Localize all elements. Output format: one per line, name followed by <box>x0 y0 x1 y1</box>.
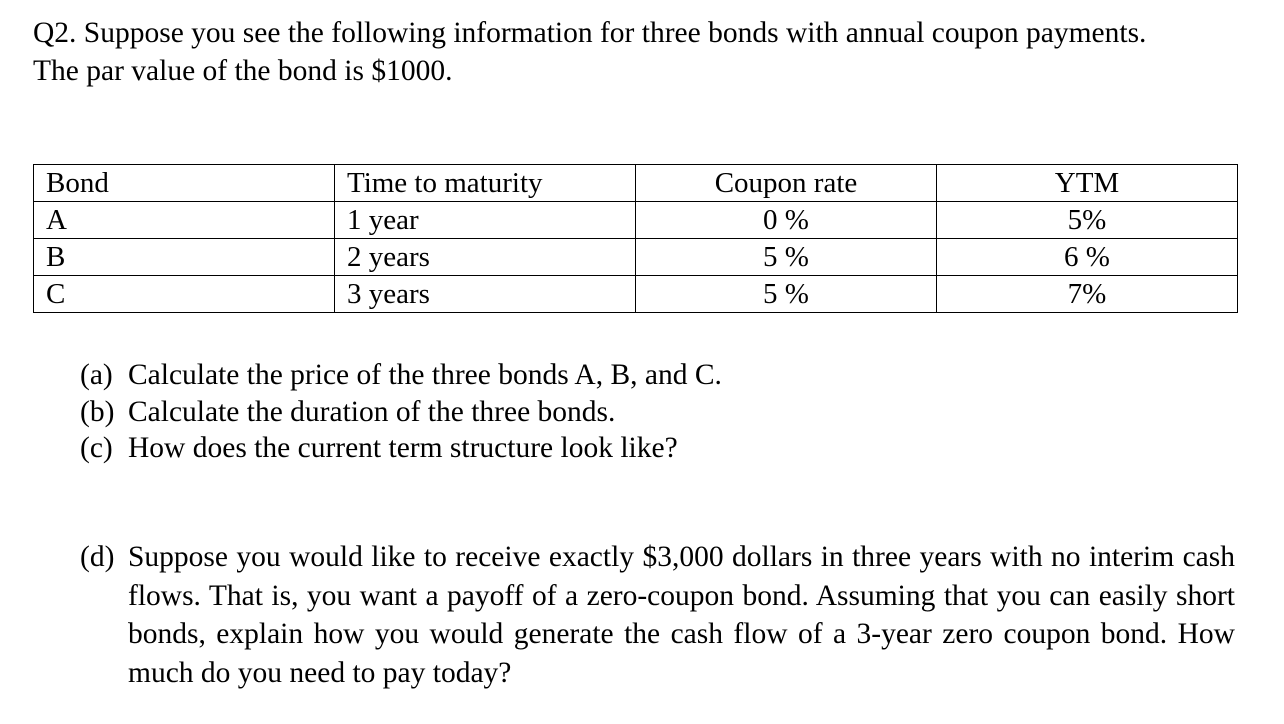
table-header-row <box>34 165 1238 202</box>
part-a <box>80 357 1235 394</box>
table-row <box>34 239 1238 276</box>
bond-table <box>33 164 1238 313</box>
part-text: Calculate the price of the three bonds A, B, and C. <box>128 359 722 391</box>
cell-ytm: 7% <box>937 276 1238 313</box>
part-marker: (d) <box>80 541 115 573</box>
part-marker: (a) <box>80 359 113 391</box>
header-ytm: YTM <box>937 165 1238 202</box>
part-c <box>80 430 1235 467</box>
cell-bond: C <box>34 276 335 313</box>
question-intro <box>33 14 1243 90</box>
cell-coupon-rate: 5 % <box>636 276 937 313</box>
cell-bond: A <box>34 202 335 239</box>
part-text: How does the current term structure look like? <box>128 432 678 464</box>
table-row <box>34 202 1238 239</box>
cell-coupon-rate: 0 % <box>636 202 937 239</box>
header-coupon-rate: Coupon rate <box>636 165 937 202</box>
question-line-1: Q2. Suppose you see the following information for three bonds with annual coupon payments. <box>33 17 1147 49</box>
part-text: Calculate the duration of the three bonds. <box>128 395 616 428</box>
cell-coupon-rate: 5 % <box>636 239 937 276</box>
part-d <box>80 538 1235 692</box>
cell-time-to-maturity: 3 years <box>335 276 636 313</box>
cell-bond: B <box>34 239 335 276</box>
part-marker: (c) <box>80 432 113 464</box>
cell-ytm: 6 % <box>937 239 1238 276</box>
question-line-2: The par value of the bond is $1000. <box>33 55 453 87</box>
part-marker: (b) <box>80 395 115 428</box>
part-text: Suppose you would like to receive exactly $3,000 dollars in three years with no interim cash flows. That is, you want a payoff of a zero-coupon bond. Assuming that you can easily short bonds, explain how you would generate the cash flow of a 3-year zero coupon bond. How much do you need to pay today? <box>128 541 1235 689</box>
question-parts-list <box>80 357 1235 467</box>
header-bond: Bond <box>34 165 335 202</box>
cell-time-to-maturity: 1 year <box>335 202 636 239</box>
cell-ytm: 5% <box>937 202 1238 239</box>
table-row <box>34 276 1238 313</box>
header-time-to-maturity: Time to maturity <box>335 165 636 202</box>
cell-time-to-maturity: 2 years <box>335 239 636 276</box>
part-b <box>80 394 1235 431</box>
